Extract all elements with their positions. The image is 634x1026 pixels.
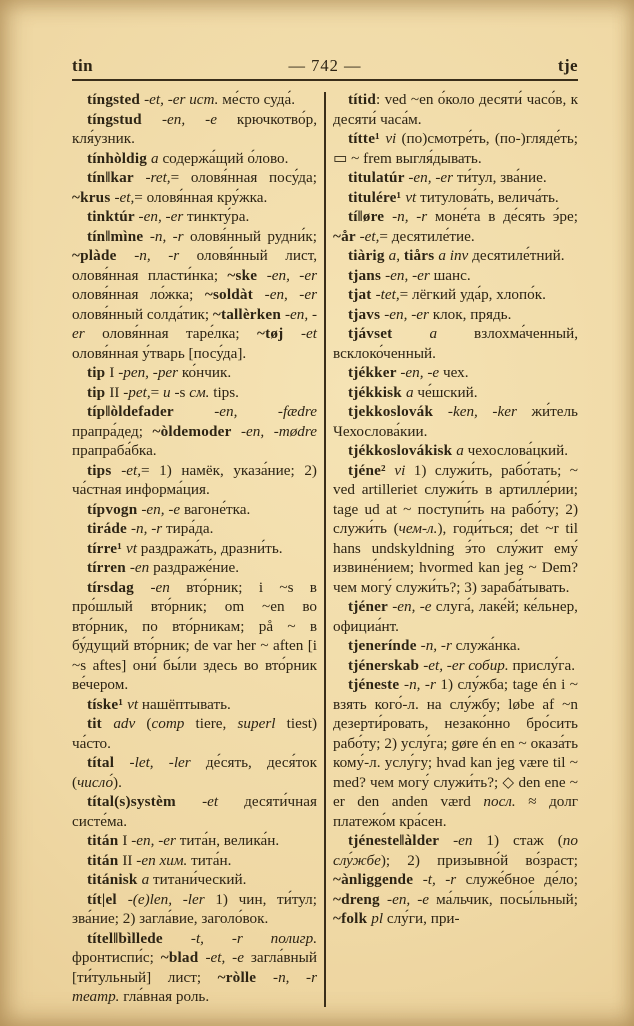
grammar-label: -t, -r — [422, 871, 466, 888]
headword: tjénerskab — [348, 656, 424, 674]
headword: tiàrig — [348, 247, 389, 264]
dictionary-entry — [333, 207, 578, 246]
definition-text: де́сять, деся́ток ( — [72, 754, 317, 791]
grammar-label: -et, -er ист. — [144, 91, 223, 108]
headword: ~krus — [72, 188, 115, 206]
definition-text: 1) стаж ( — [486, 832, 563, 849]
dictionary-entry — [333, 324, 578, 363]
grammar-label: -t, -r полигр. — [190, 929, 317, 947]
grammar-label: -tet, — [375, 286, 400, 303]
headword: tiráde — [87, 520, 131, 537]
grammar-label: vi — [385, 130, 402, 147]
grammar-label: -n, -r — [134, 247, 197, 264]
definition-text: взлохма́ченный, всклоко́ченный. — [333, 325, 578, 362]
definition-text: , — [396, 247, 404, 264]
headword: ~blad — [160, 949, 206, 966]
definition-text: тита́н, велика́н. — [179, 832, 280, 849]
dictionary-entry — [72, 929, 317, 1007]
guide-word-right: tje — [557, 56, 578, 75]
headword: ~plàde — [72, 247, 135, 264]
dictionary-entry — [333, 285, 578, 305]
grammar-label: чем-л. — [398, 520, 438, 537]
headword: ~tøj — [256, 325, 301, 342]
headword: ~ske — [227, 266, 267, 284]
dictionary-entry — [333, 90, 578, 129]
headword: tjenerínde — [348, 637, 421, 654]
dictionary-entry — [72, 402, 317, 461]
grammar-label: a — [405, 383, 418, 401]
headword: tip — [87, 383, 110, 401]
headword: tírre¹ — [87, 539, 126, 557]
dictionary-entry — [72, 890, 317, 929]
grammar-label: -en, -er — [72, 305, 318, 342]
definition-text: гла́вная роль. — [123, 988, 210, 1005]
dictionary-entry — [333, 441, 578, 461]
dictionary-entry — [72, 558, 317, 578]
headword: típvogn — [87, 500, 142, 518]
dictionary-entry — [72, 227, 317, 364]
grammar-label: a inv — [438, 247, 473, 264]
dictionary-entry — [72, 792, 317, 831]
dictionary-entry — [72, 714, 317, 753]
headword: tít|el — [87, 890, 128, 908]
grammar-label: a — [151, 149, 163, 167]
dictionary-entry — [333, 656, 578, 676]
dictionary-entry — [333, 266, 578, 286]
grammar-label: -et, — [359, 227, 380, 245]
grammar-label: -n, -r — [420, 637, 456, 654]
guide-word-left: tin — [72, 56, 94, 75]
grammar-label: по слу́жбе — [333, 832, 578, 869]
definition-text: ( — [146, 715, 152, 732]
definition-text: жи́тель Чехослова́кии. — [333, 403, 578, 440]
headword: tíngstud — [87, 110, 162, 128]
grammar-label: -et, — [121, 461, 142, 479]
dictionary-entry — [333, 597, 578, 636]
grammar-label: a — [141, 871, 153, 888]
definition-text: оловя́нная у́тварь [посу́да]. — [72, 344, 247, 362]
definition-text: 1) чин, ти́тул; зва́ние; 2) загла́вие, заголо́вок. — [72, 890, 317, 927]
dictionary-entry — [72, 578, 317, 695]
definition-text: слуга́, лаке́й; ке́льнер, официа́нт. — [333, 598, 578, 635]
headword: ~ànliggende — [333, 871, 423, 888]
definition-text: = 1) намёк, указа́ние; 2) ча́стная информа́ция. — [72, 461, 317, 498]
definition-text: tiest) ча́сто. — [72, 715, 318, 752]
headword: ~år — [333, 227, 360, 245]
definition-text: моне́та в де́сять э́ре; — [434, 208, 578, 225]
headword: tín‖mìne — [87, 227, 150, 245]
definition-text: = оловя́нная посу́да; — [170, 169, 317, 186]
headword: titánisk — [87, 871, 142, 888]
headword: tjékkoslovákisk — [348, 442, 457, 459]
headword: tip — [87, 364, 110, 381]
definition-text: : ved ~en о́коло десяти́ часо́в, к десяти́ часа́м. — [333, 91, 578, 128]
grammar-label: посл. — [483, 793, 529, 810]
headword: tjávset — [348, 325, 430, 342]
definition-text: чехослова́цкий. — [467, 442, 569, 459]
grammar-label: -en, -er — [264, 286, 318, 303]
definition-text: титулова́ть, велича́ть. — [420, 188, 559, 206]
definition-text: шанс. — [433, 266, 471, 284]
grammar-label: -pet, — [123, 383, 151, 401]
grammar-label: vt — [125, 539, 141, 557]
definition-text: тита́н. — [191, 851, 232, 869]
grammar-label: -n, -r — [131, 520, 167, 537]
headword: tips — [87, 461, 122, 479]
definition-text: (по)смотре́ть, (по-)гляде́ть; ▭ ~ frem выгля́дывать. — [333, 130, 578, 167]
definition-text: = — [150, 383, 164, 401]
right-column — [333, 90, 578, 1007]
definition-text: оловя́нная таре́лка; — [102, 325, 257, 342]
definition-text: раздража́ть, дразни́ть. — [140, 539, 283, 557]
grammar-label: и — [163, 383, 175, 401]
grammar-label: superl — [237, 715, 287, 732]
definition-text: оловя́нный рудни́к; — [189, 227, 317, 245]
dictionary-entry — [72, 519, 317, 539]
headword: tí‖øre — [348, 208, 393, 225]
grammar-label: -et — [300, 325, 318, 342]
grammar-label: -en, -er — [408, 169, 457, 186]
dictionary-entry — [333, 675, 578, 831]
dictionary-entry — [72, 831, 317, 851]
headword: ~folk — [333, 910, 372, 927]
definition-text: десяти́чная систе́ма. — [72, 793, 317, 830]
grammar-label: vt — [127, 695, 142, 713]
grammar-label: vi — [394, 461, 414, 479]
grammar-label: -en, -er — [385, 266, 434, 284]
grammar-label: a — [388, 247, 397, 264]
headword: títid — [348, 91, 377, 108]
headword: tírren — [87, 559, 130, 576]
grammar-label: -en, -e — [387, 890, 437, 908]
definition-text: тира́да. — [166, 520, 214, 537]
grammar-label: -en хим. — [136, 851, 192, 869]
dictionary-entry — [72, 363, 317, 383]
headword: titán — [87, 851, 123, 869]
column-divider-rule — [324, 92, 326, 1007]
left-column — [72, 90, 317, 1007]
definition-text: 1) слу́жба; tage én i ~ взять кого́-л. на слу́жбу; løbe af ~n дезерти́ровать, незако́нно бро́сить рабо́ту; 2) услу́га; gøre én en ~ оказа́ть кому́-л. услу́гу; hvad kan jeg være til ~ med? чем могу́ служи́ть?; ◇ den ene ~ er den anden værd — [333, 676, 579, 810]
definition-text: служа́нка. — [455, 637, 521, 654]
headword: tiårs — [403, 247, 439, 264]
headword: títel‖bìllede — [87, 929, 191, 947]
dictionary-entry — [72, 753, 317, 792]
grammar-label: -en, -e — [141, 500, 184, 518]
headword: tjéneste‖àlder — [348, 832, 454, 849]
grammar-label: -en — [129, 559, 154, 576]
headword: títal — [87, 754, 130, 771]
grammar-label: -en, -e — [161, 110, 237, 128]
definition-text: = десятиле́тие. — [379, 227, 475, 245]
grammar-label: -en, -er — [266, 266, 317, 284]
dictionary-entry — [72, 149, 317, 169]
definition-text: I — [109, 364, 119, 381]
grammar-label: число́ — [77, 773, 114, 791]
definition-text: служе́бное де́ло; — [465, 871, 578, 888]
definition-text: I — [122, 832, 132, 849]
grammar-label: -n, -r — [149, 227, 190, 245]
headword: titulére¹ — [348, 188, 406, 206]
definition-text: десятиле́тний. — [472, 247, 565, 264]
headword: tín‖kar — [87, 169, 146, 186]
definition-text: II — [122, 851, 137, 869]
dictionary-entry — [333, 168, 578, 188]
headword: tíske¹ — [87, 695, 128, 713]
headword: titulatúr — [348, 169, 409, 186]
definition-text: II — [109, 383, 124, 401]
definition-text: оловя́нный лист, оловя́нная пласти́нка; — [72, 247, 317, 284]
dictionary-entry — [72, 539, 317, 559]
dictionary-entry — [72, 383, 317, 403]
headword: tjekkoslovák — [348, 403, 448, 420]
definition-text: прапра́дед; — [72, 422, 153, 440]
dictionary-entry — [333, 188, 578, 208]
dictionary-entry — [333, 461, 578, 598]
definition-text: оловя́нный солда́тик; — [72, 305, 213, 323]
grammar-label: -en, -e — [400, 364, 443, 381]
grammar-label: -ret, — [145, 169, 171, 186]
grammar-label: -let, -ler — [129, 754, 206, 771]
headword: tínhòldig — [87, 149, 152, 167]
grammar-label: -et, -e — [205, 949, 251, 966]
grammar-label: a — [429, 325, 475, 342]
grammar-label: -(e)len, -ler — [127, 890, 216, 908]
headword: títal(s)systèm — [87, 793, 203, 810]
dictionary-entry — [72, 500, 317, 520]
definition-text: ко́нчик. — [181, 364, 232, 381]
dictionary-entry — [72, 695, 317, 715]
definition-text: -s — [174, 383, 190, 401]
grammar-label: adv — [113, 715, 147, 732]
definition-text: вто́рник; i ~s в про́шлый вто́рник; om ~en во вто́рник, по вто́рникам; på ~ в бу́дущий вто́рник; de var her ~ aften [i ~s aftes] они́ бы́ли здесь во вто́рник ве́чером. — [72, 578, 317, 693]
definition-text: = оловя́нная кру́жка. — [134, 188, 268, 206]
grammar-label: -en, -mødre — [240, 422, 317, 440]
definition-text: загла́вный [ти́тульный] лист; — [72, 949, 317, 986]
definition-text: tiere, — [195, 715, 238, 732]
dictionary-entry — [333, 636, 578, 656]
definition-text: ме́сто суда́. — [222, 91, 296, 108]
definition-text: клок, прядь. — [432, 305, 512, 323]
headword: tíngsted — [87, 91, 145, 108]
page-header — [72, 56, 578, 81]
grammar-label: -en, -er — [131, 832, 180, 849]
grammar-label: a — [456, 442, 468, 459]
definition-text: чех. — [442, 364, 469, 381]
definition-text: tips. — [213, 383, 239, 401]
dictionary-entry — [333, 305, 578, 325]
page-content — [72, 56, 578, 1007]
headword: tjéner — [348, 598, 393, 615]
definition-text: ти́тул, зва́ние. — [456, 169, 547, 186]
dictionary-entry — [72, 90, 317, 110]
headword: tjat — [348, 286, 376, 303]
grammar-label: -ken, -ker — [447, 403, 532, 420]
definition-text: титани́ческий. — [152, 871, 247, 888]
grammar-label: -n, -r — [404, 676, 441, 693]
grammar-label: -n, -r театр. — [72, 968, 317, 1005]
grammar-label: -en, -er — [138, 208, 188, 225]
dictionary-entry — [333, 129, 578, 168]
definition-text: содержа́щий о́лово. — [162, 149, 289, 167]
definition-text: слу́ги, при- — [386, 910, 460, 927]
definition-text: = лёгкий уда́р, хлопо́к. — [399, 286, 546, 303]
dictionary-entry — [72, 461, 317, 500]
definition-text: вагоне́тка. — [183, 500, 251, 518]
grammar-label: -et, — [114, 188, 135, 206]
dictionary-entry — [333, 383, 578, 403]
dictionary-entry — [333, 831, 578, 929]
dictionary-entry — [72, 851, 317, 871]
definition-text: прислу́га. — [512, 656, 576, 674]
headword: tjékkisk — [348, 383, 406, 401]
definition-text: нашёптывать. — [141, 695, 231, 713]
headword: tjéne² — [348, 461, 395, 479]
dictionary-entry — [72, 207, 317, 227]
headword: tjéneste — [348, 676, 405, 693]
dictionary-entry — [72, 110, 317, 149]
grammar-label: -et — [202, 793, 245, 810]
headword: ~tallèrken — [212, 305, 285, 323]
definition-text: ); 2) призывно́й во́зраст; — [380, 851, 578, 869]
definition-text: фронтиспи́с; — [72, 949, 161, 966]
definition-text: 1) служи́ть, рабо́тать; ~ ved artilleriet служи́ть в артилле́рии; tage ud at ~ поступи́ть на рабо́ту; 2) служи́ть ( — [333, 461, 578, 537]
headword: tinktúr — [87, 208, 139, 225]
definition-text: ), годи́ться; det ~r til hans undskyldning э́то слу́жит ему́ извине́нием; hvormed kan jeg ~ Dem? чем могу́ служи́ть?; 3) зараба́тывать. — [333, 520, 578, 596]
dictionary-entry — [72, 870, 317, 890]
grammar-label: -en, -e — [392, 598, 436, 615]
grammar-label: -en — [150, 578, 187, 596]
headword: ~òldemoder — [152, 422, 241, 440]
definition-text: ). — [113, 773, 122, 791]
headword: tírsdag — [87, 578, 151, 596]
headword: tit — [87, 715, 114, 732]
headword: titán — [87, 832, 123, 849]
grammar-label: -pen, -per — [118, 364, 182, 381]
definition-text: оловя́нная ло́жка; — [72, 286, 205, 303]
headword: tjans — [348, 266, 386, 284]
grammar-label: -en — [453, 832, 487, 849]
grammar-label: -n, -r — [392, 208, 435, 225]
dictionary-entry — [72, 168, 317, 207]
grammar-label: pl — [371, 910, 387, 927]
headword: típ‖òldefader — [87, 403, 215, 420]
headword: ~ròlle — [217, 968, 274, 986]
dictionary-entry — [333, 246, 578, 266]
dictionary-entry — [333, 402, 578, 441]
headword: tjavs — [348, 305, 385, 323]
definition-text: че́шский. — [417, 383, 478, 401]
dictionary-entry — [333, 363, 578, 383]
grammar-label: -en, -er — [384, 305, 433, 323]
grammar-label: -en, -fædre — [214, 403, 317, 420]
definition-text: прапраба́бка. — [72, 442, 157, 459]
definition-text: ≈ долг платежо́м кра́сен. — [333, 793, 578, 830]
grammar-label: vt — [405, 188, 421, 206]
grammar-label: см. — [189, 383, 214, 401]
page-number: — 742 — — [288, 56, 362, 75]
text-columns — [72, 90, 578, 1007]
definition-text: ма́льчик, посы́льный; — [436, 890, 578, 908]
headword: ~dreng — [333, 890, 388, 908]
headword: títte¹ — [348, 130, 386, 147]
grammar-label: comp — [151, 715, 196, 732]
definition-text: крючкотво́р, кля́узник. — [72, 110, 317, 147]
headword: tjékker — [348, 364, 401, 381]
grammar-label: -et, -er собир. — [423, 656, 513, 674]
headword: ~soldàt — [204, 286, 265, 303]
definition-text: раздраже́ние. — [153, 559, 240, 576]
definition-text: тинкту́ра. — [187, 208, 250, 225]
